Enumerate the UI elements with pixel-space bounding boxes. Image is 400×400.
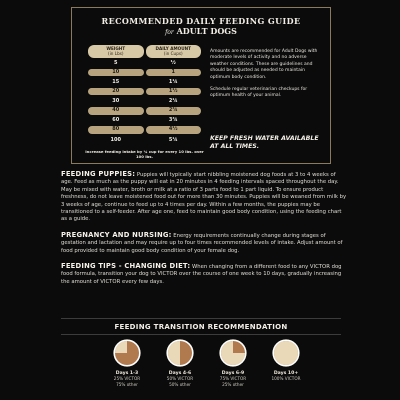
section-text: When changing from a different food to any VICTOR dog food formula, transition your dog to VICTOR over the course of one week to 10 days, gradually increasing the amount of VICTOR every few days. <box>61 264 342 285</box>
amount-cell: 4½ <box>146 126 202 134</box>
stage-days: Days 10+ <box>273 371 299 376</box>
section-feeding-puppies <box>61 171 347 224</box>
weight-header <box>88 45 144 58</box>
mix-pie-icon <box>165 338 195 368</box>
amount-cell: 5¼ <box>168 136 178 143</box>
mix-pie-icon <box>112 338 142 368</box>
stage-other: 75% other <box>116 381 138 387</box>
transition-stage <box>266 338 306 382</box>
section-heading: FEEDING PUPPIES: <box>61 170 136 178</box>
mix-pie-icon <box>218 338 248 368</box>
stage-other: 50% other <box>169 381 191 387</box>
stage-other: 25% other <box>222 381 244 387</box>
stage-victor: 100% VICTOR <box>271 376 301 381</box>
mix-pie-icon <box>271 338 301 368</box>
weight-cell: 30 <box>112 98 120 105</box>
amount-cell: 1½ <box>146 88 202 96</box>
amount-cell: 2¾ <box>146 107 202 115</box>
guide-note-paragraph: Amounts are recommended for Adult Dogs with moderate levels of activity and no adverse weather conditions. These are guidelines and should be adjusted as needed to maintain optimum body condition. <box>210 49 318 80</box>
weight-cell: 100 <box>110 136 121 143</box>
stage-days: Days 4-6 <box>168 371 192 376</box>
pie-victor-slice <box>115 341 127 353</box>
section-pregnancy-nursing <box>61 232 347 255</box>
transition-stage <box>160 338 200 388</box>
weight-header-unit: (in Lbs) <box>107 51 124 56</box>
transition-stage <box>213 338 253 388</box>
stage-victor: 75% VICTOR <box>219 376 247 381</box>
stage-days: Days 6-9 <box>221 371 245 376</box>
weight-cell: 15 <box>112 78 120 85</box>
amount-header-unit: (in Cups) <box>163 51 183 56</box>
table-row <box>87 135 202 145</box>
amount-header-label: DAILY AMOUNT <box>155 46 191 51</box>
guide-subtitle <box>72 26 330 36</box>
amount-header <box>146 45 202 58</box>
table-row <box>87 116 202 126</box>
transition-stage <box>107 338 147 388</box>
guide-title: RECOMMENDED DAILY FEEDING GUIDE <box>101 16 301 26</box>
table-row <box>87 58 202 68</box>
section-changing-diet <box>61 263 347 286</box>
transition-panel <box>61 318 341 398</box>
divider <box>61 318 341 319</box>
water-note: KEEP FRESH WATER AVAILABLE AT ALL TIMES. <box>210 135 319 150</box>
table-row <box>87 106 202 116</box>
stage-victor: 50% VICTOR <box>166 376 194 381</box>
guide-note-paragraph: Schedule regular veterinarian checkups for optimum health of your animal. <box>210 87 308 99</box>
amount-cell: 1¼ <box>168 78 178 85</box>
amount-cell: 1 <box>146 69 202 77</box>
amount-cell: ½ <box>170 59 176 66</box>
table-note: Increase feeding intake by ¼ cup for every 10 lbs. over 100 lbs. <box>85 149 204 159</box>
weight-cell: 60 <box>112 117 120 124</box>
weight-cell: 10 <box>88 69 144 77</box>
section-text: Puppies will typically start nibbling moistened dog foods at 3 to 4 weeks of age. Feed as much as the puppy will eat in 20 minutes in 4 feeding intervals spaced throughout the day. May be mixed with water, broth or milk at a ratio of 3 parts food to 1 part liquid. To ensure product freshness, do not leave moistened food out for more than 30 minutes. Puppies will be weaned from milk by 3 weeks of age, continue to feed up to 4 times per day. Within a few months, the puppies may be transitioned to a self-feeder. After age one, feed to maintain good body condition, using the feeding chart as a guide. <box>61 172 347 223</box>
weight-cell: 80 <box>88 126 144 134</box>
table-row <box>87 125 202 135</box>
table-row <box>87 96 202 106</box>
transition-title: FEEDING TRANSITION RECOMMENDATION <box>114 323 288 331</box>
section-heading: PREGNANCY AND NURSING: <box>61 230 172 239</box>
feeding-table-header <box>87 45 202 58</box>
feeding-guide-panel <box>71 7 331 164</box>
stage-days: Days 1-3 <box>115 371 139 376</box>
amount-cell: 3¾ <box>168 117 178 124</box>
stage-victor: 25% VICTOR <box>113 376 141 381</box>
weight-cell: 20 <box>88 88 144 96</box>
table-row <box>87 77 202 87</box>
table-row <box>87 87 202 97</box>
guide-subtitle-prefix: for <box>165 29 174 36</box>
divider <box>61 334 341 335</box>
feeding-table <box>87 45 202 144</box>
weight-header-label: WEIGHT <box>106 46 126 51</box>
guide-subtitle-main: ADULT DOGS <box>176 26 237 36</box>
guide-notes <box>210 49 326 106</box>
section-heading: FEEDING TIPS - CHANGING DIET: <box>61 262 191 271</box>
amount-cell: 2¼ <box>168 98 178 105</box>
feeding-instructions <box>61 171 347 294</box>
weight-cell: 40 <box>88 107 144 115</box>
pie-victor-slice <box>274 341 298 365</box>
table-row <box>87 68 202 78</box>
section-text: Energy requirements continually change during stages of gestation and lactation and may require up to four times recommended levels of intake. Adjust amount of food provided to maintain good body condition of your female dog. <box>61 232 343 254</box>
weight-cell: 5 <box>114 59 118 66</box>
